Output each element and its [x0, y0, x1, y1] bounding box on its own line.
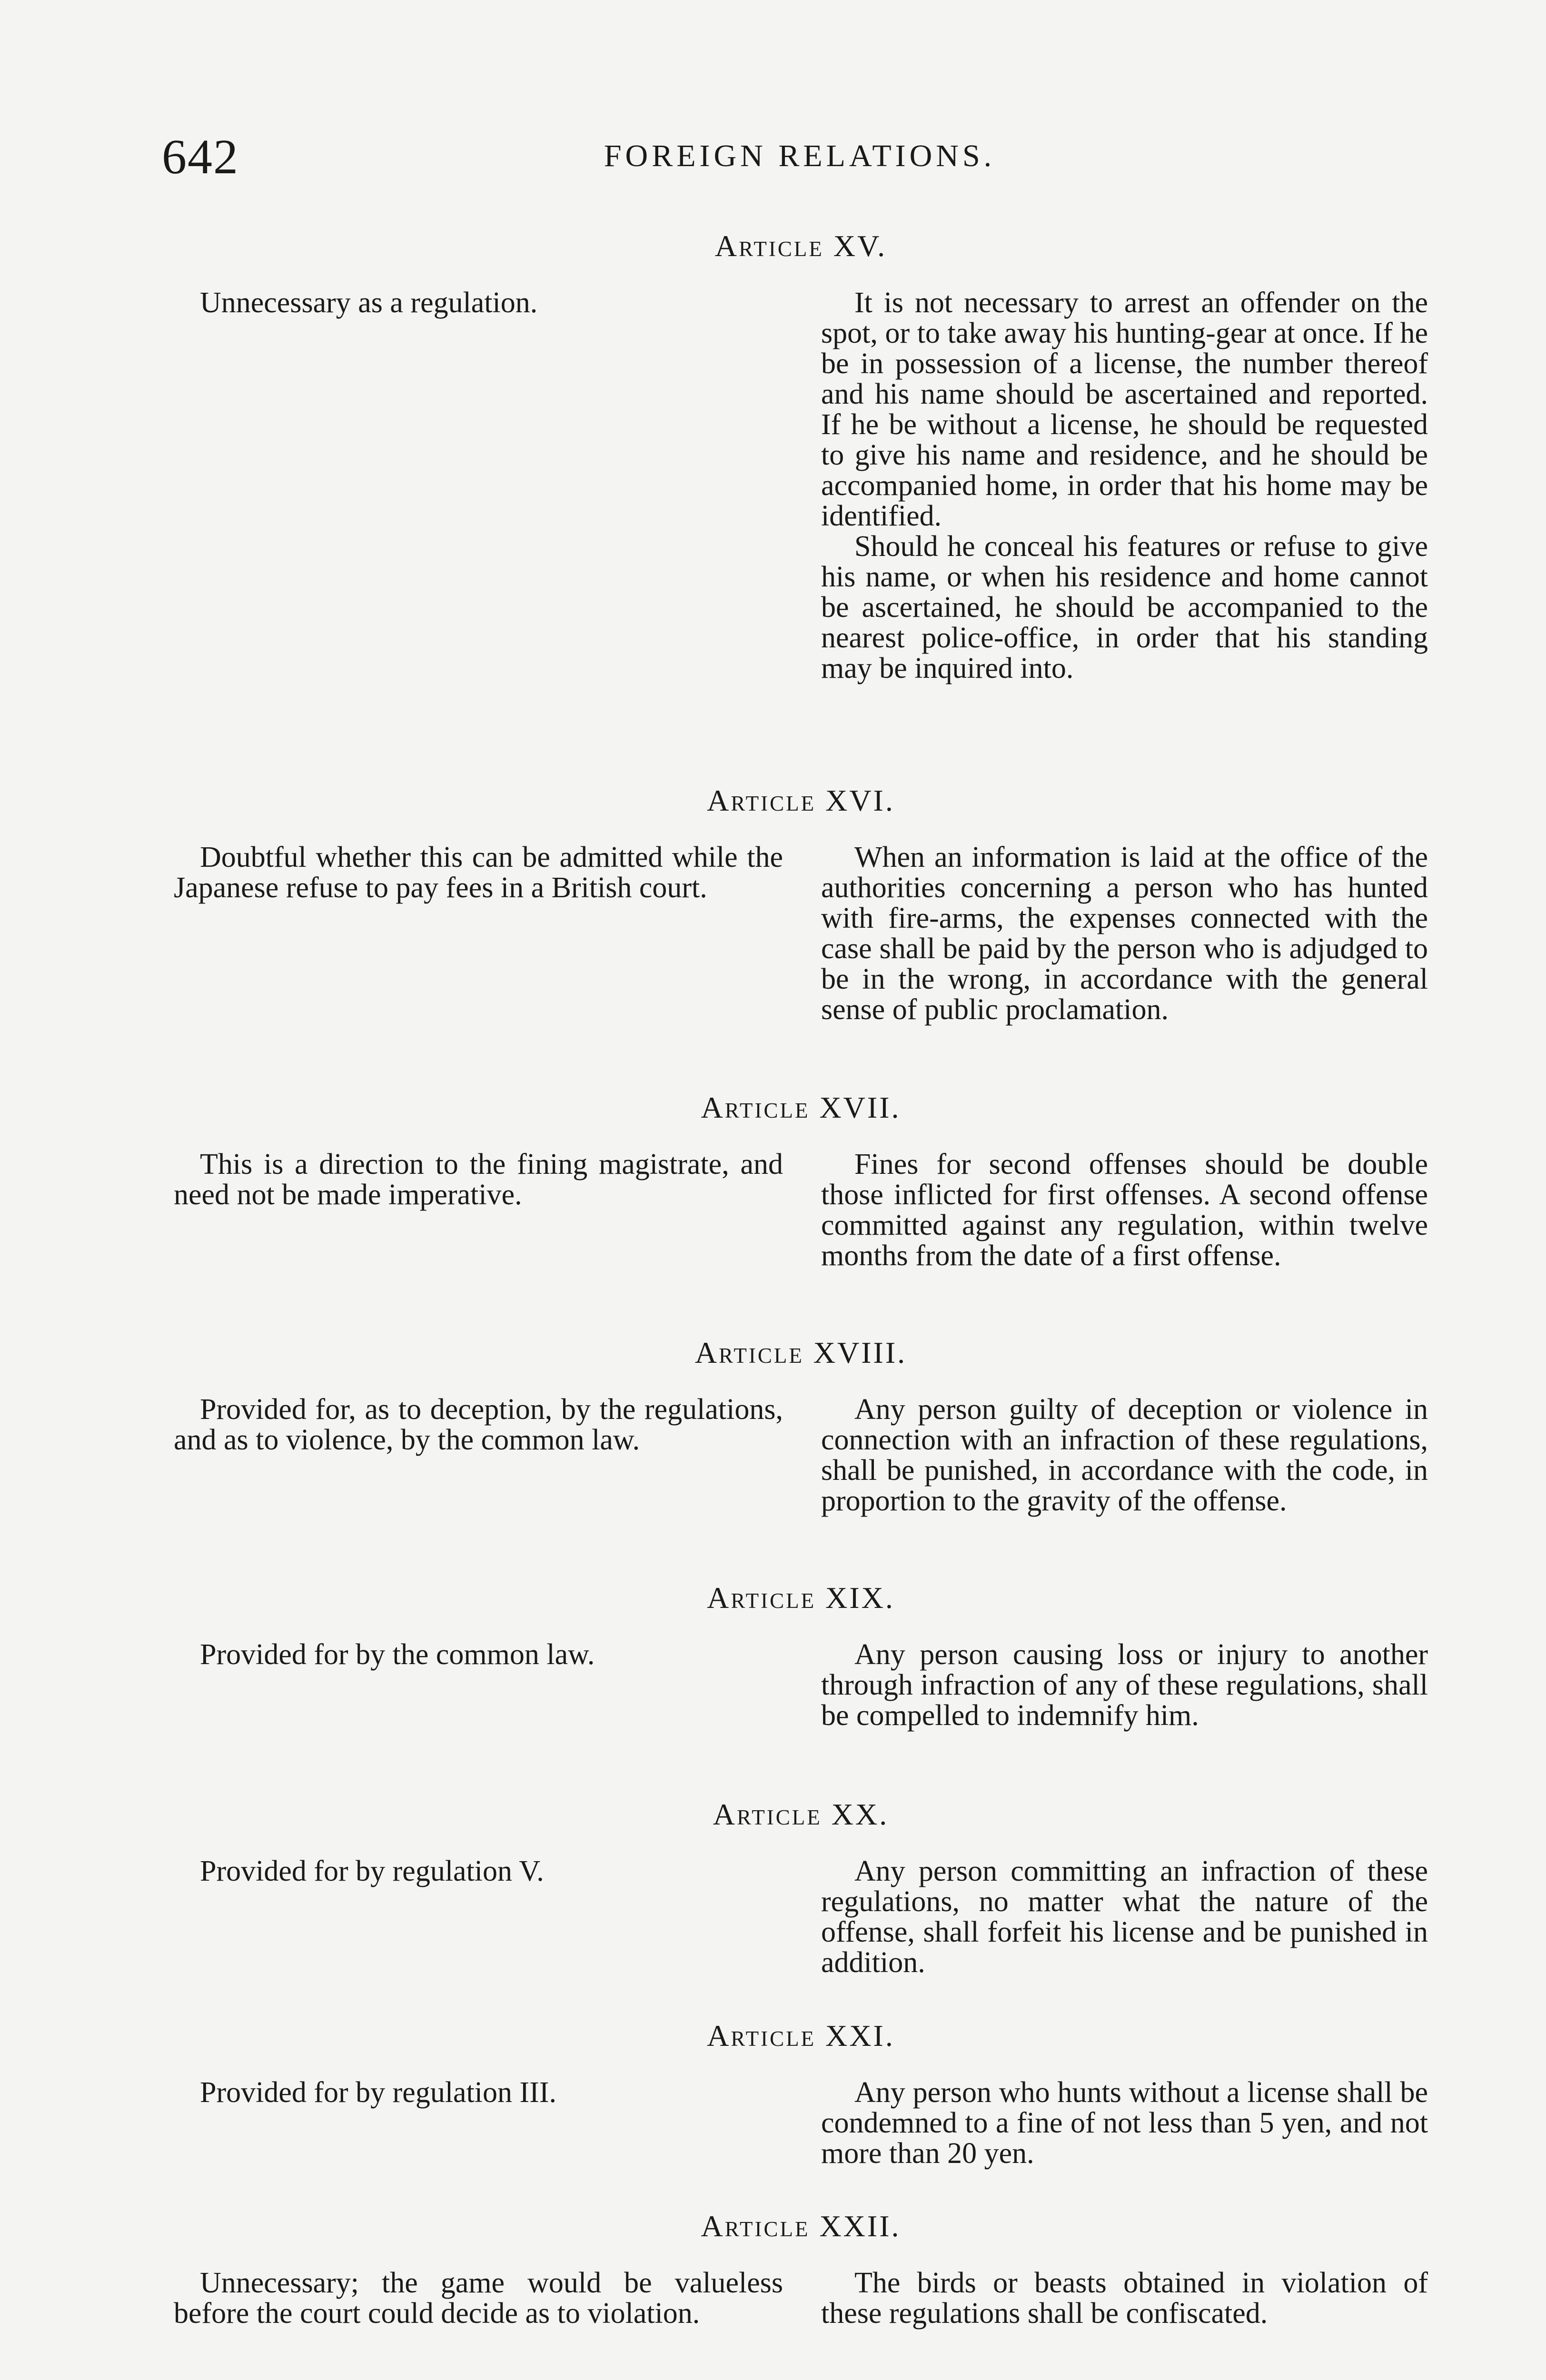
article-xxii [174, 2209, 1428, 2329]
article-heading: Article XVI. [707, 783, 895, 817]
article-text [821, 2077, 1428, 2169]
article-text [821, 1394, 1428, 1516]
marginal-note: Provided for by regulation V. [200, 1855, 544, 1887]
article-text [821, 288, 1428, 684]
article-text [821, 1856, 1428, 1978]
article-text [821, 1639, 1428, 1731]
article-text [821, 1149, 1428, 1271]
marginal-note: Unnecessary as a regulation. [200, 287, 538, 319]
page-header [162, 129, 1437, 195]
article-paragraph: Any person committing an infraction of these regulations, no matter what the nature of the offense, shall forfeit his license and be punished in addition. [821, 1855, 1428, 1979]
article-xix [174, 1580, 1428, 1731]
article-paragraph: Should he conceal his features or refuse to give his name, or when his residence and home cannot be ascertained, he should be accompanied to the nearest police-office, in order that his standing may be inquired into. [821, 530, 1428, 684]
article-heading: Article XX. [713, 1797, 889, 1831]
article-xvi [174, 783, 1428, 1025]
article-paragraph: It is not necessary to arrest an offender on the spot, or to take away his hunting-gear at once. If he be in possession of a license, the number thereof and his name should be ascertained and reported. If he be without a license, he should be requested to give his name and residence, and he should be accompanied home, in order that his home may be identified. [821, 287, 1428, 532]
article-xx [174, 1797, 1428, 1978]
article-paragraph: Any person who hunts without a license shall be condemned to a fine of not less than 5 yen, and not more than 20 yen. [821, 2076, 1428, 2170]
marginal-note: Unnecessary; the game would be valueless before the court could decide as to violation. [174, 2267, 783, 2330]
article-paragraph: Any person causing loss or injury to another through infraction of any of these regulations, shall be compelled to indemnify him. [821, 1638, 1428, 1732]
article-paragraph: Any person guilty of deception or violence in connection with an infraction of these regulations, shall be punished, in accordance with the code, in proportion to the gravity of the offense. [821, 1393, 1428, 1517]
marginal-note: Doubtful whether this can be admitted while the Japanese refuse to pay fees in a British court. [174, 841, 783, 904]
article-paragraph: The birds or beasts obtained in violation of these regulations shall be confiscated. [821, 2267, 1428, 2330]
article-heading: Article XIX. [707, 1581, 895, 1615]
article-text [821, 842, 1428, 1025]
article-heading: Article XV. [714, 229, 887, 263]
article-paragraph: Fines for second offenses should be double those inflicted for first offenses. A second offense committed against any regulation, within twelve months from the date of a first offense. [821, 1148, 1428, 1272]
running-title: FOREIGN RELATIONS. [604, 139, 996, 173]
marginal-note: Provided for by the common law. [200, 1638, 595, 1671]
article-paragraph: When an information is laid at the office of the authorities concerning a person who has hunted with fire-arms, the expenses connected with the case shall be paid by the person who is adjudged to be in the wrong, in accordance with the general sense of public proclamation. [821, 841, 1428, 1026]
article-heading: Article XVIII. [694, 1336, 907, 1369]
article-heading: Article XXII. [701, 2209, 901, 2243]
article-text [821, 2268, 1428, 2329]
article-xv [174, 228, 1428, 684]
article-xviii [174, 1335, 1428, 1516]
article-heading: Article XXI. [707, 2019, 895, 2053]
page-number: 642 [162, 129, 239, 184]
marginal-note: Provided for by regulation III. [200, 2076, 556, 2109]
marginal-note: Provided for, as to deception, by the regulations, and as to violence, by the common law. [174, 1393, 783, 1456]
marginal-note: This is a direction to the fining magistrate, and need not be made imperative. [174, 1148, 783, 1211]
article-heading: Article XVII. [701, 1091, 901, 1124]
article-xvii [174, 1090, 1428, 1271]
article-xxi [174, 2018, 1428, 2169]
